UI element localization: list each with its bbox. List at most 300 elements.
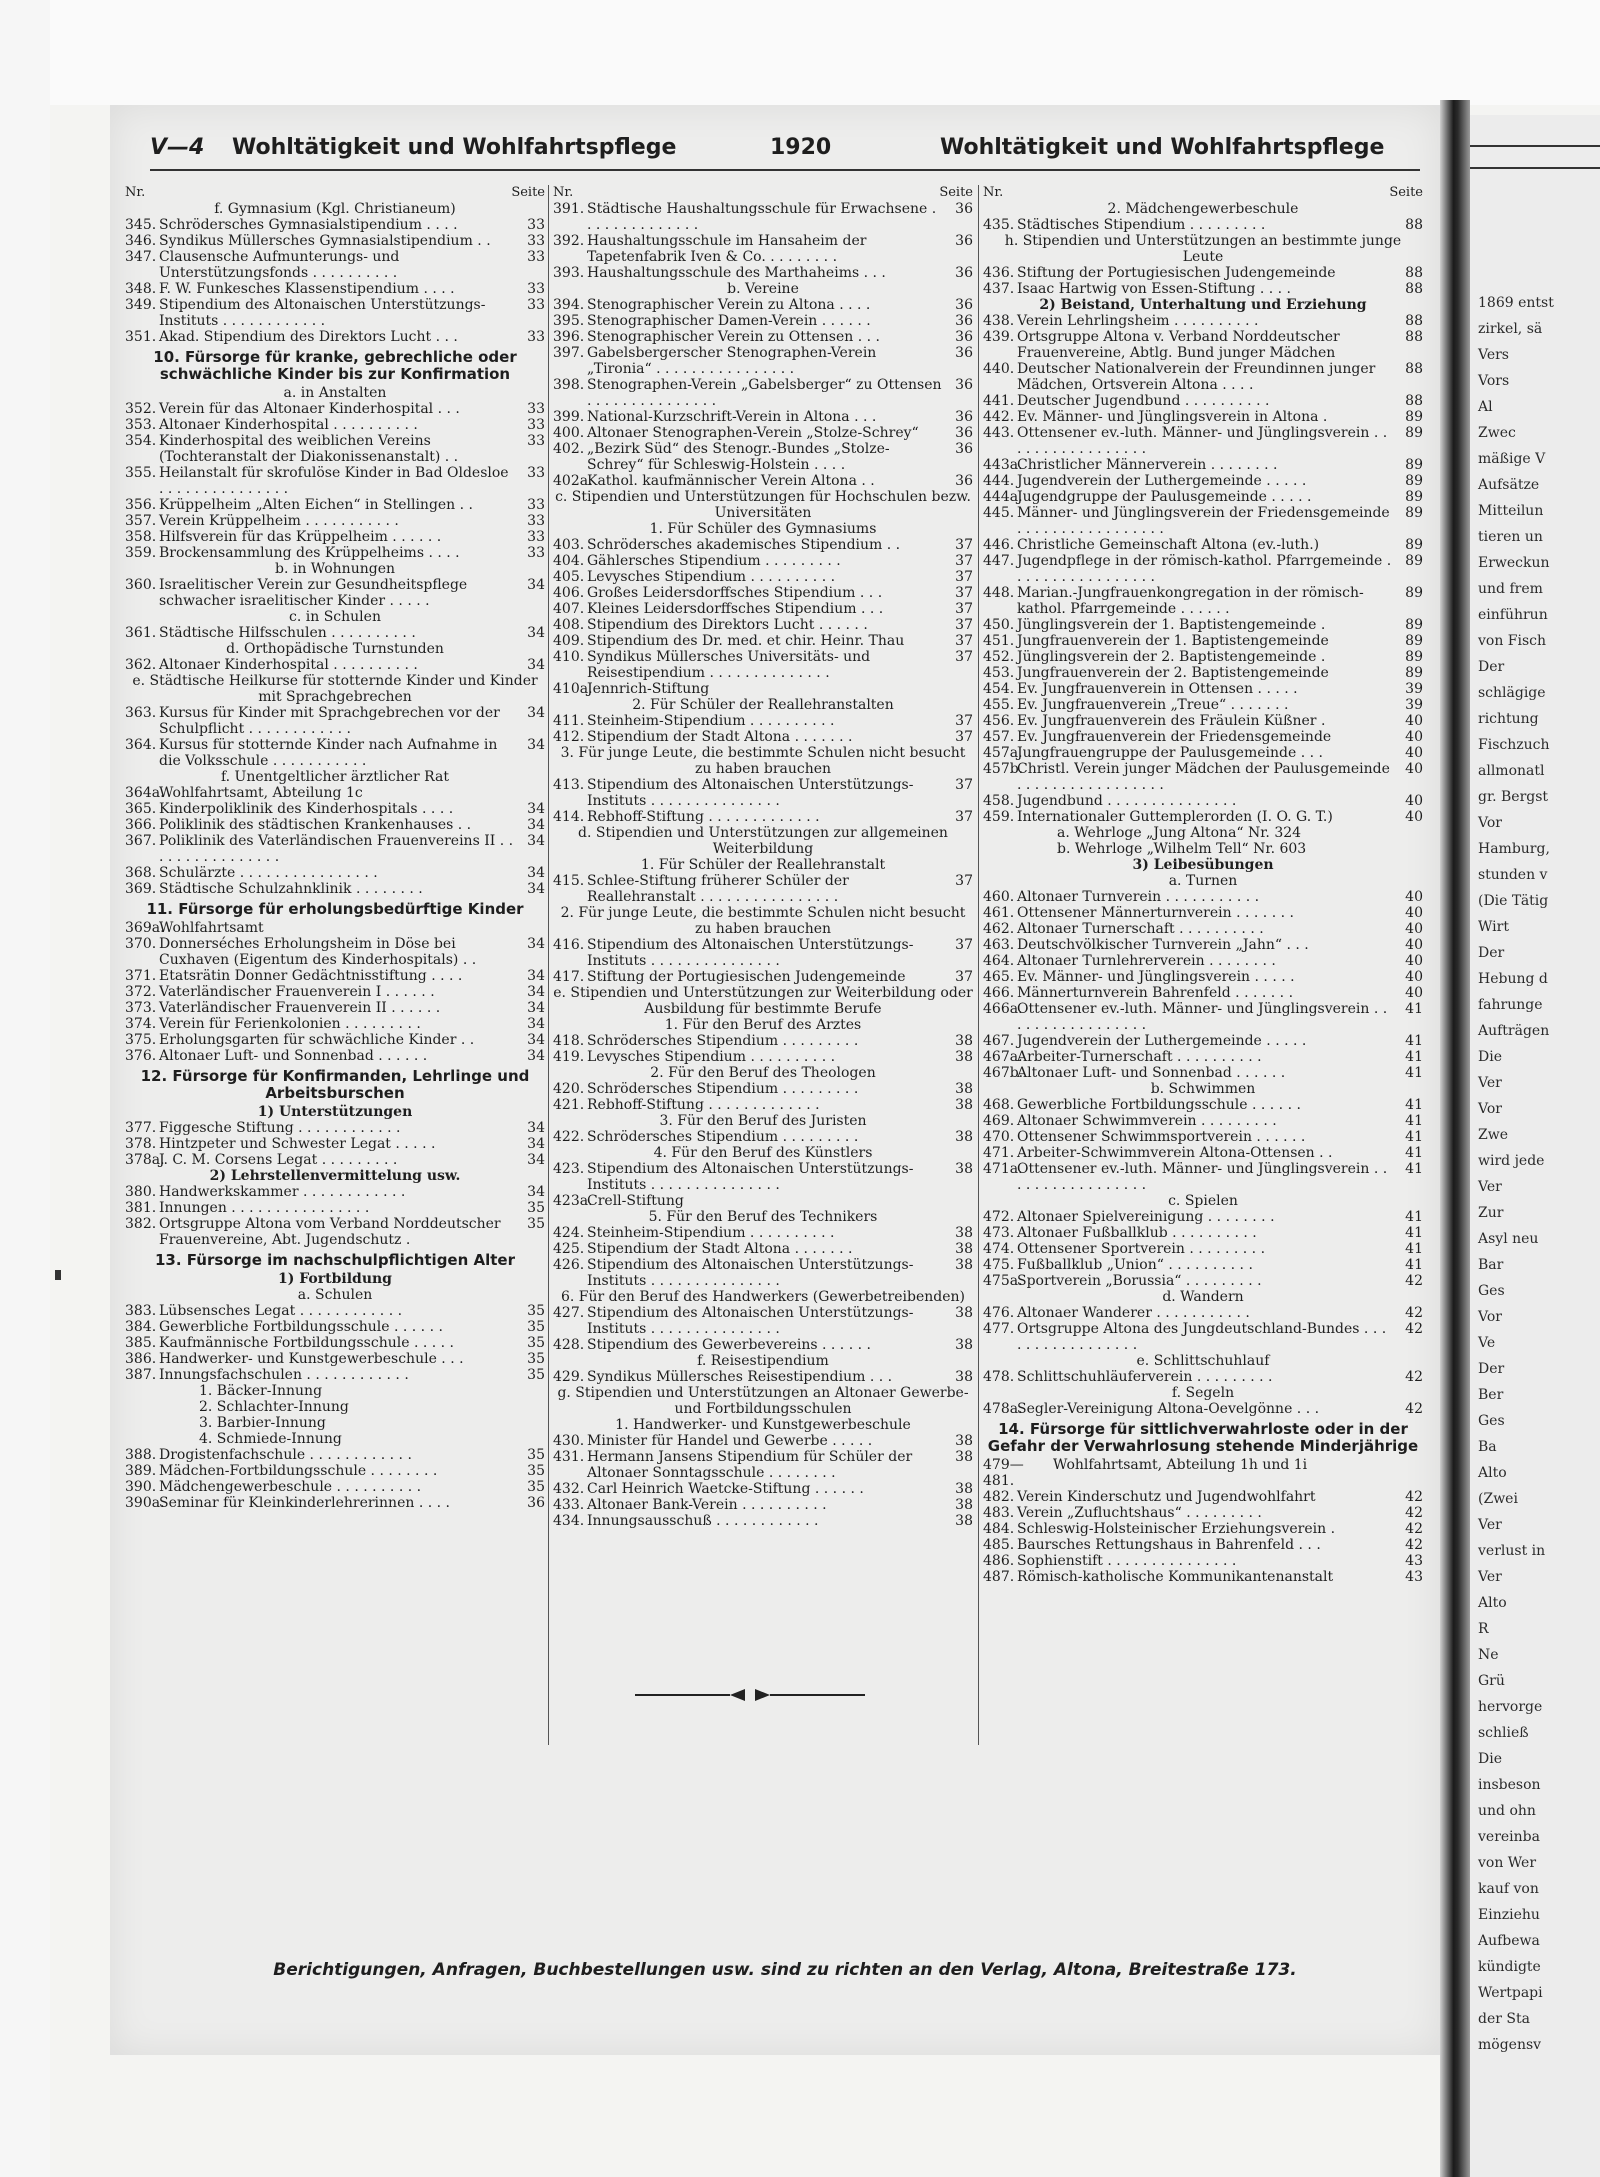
column-head: Nr. Seite [125, 185, 545, 200]
entry-number: 438. [983, 313, 1015, 329]
adjacent-page-text: Alto [1478, 1595, 1507, 1611]
index-entry [553, 1257, 973, 1289]
entry-title: Schleswig-Holsteinischer Erziehungsverein . [1017, 1521, 1336, 1537]
entry-title: Sophienstift . . . . . . . . . . . . . . . [1017, 1553, 1237, 1569]
entry-title: Altonaer Turnverein . . . . . . . . . . . [1017, 889, 1260, 905]
entry-page: 34 [527, 881, 545, 897]
adjacent-page-text: fahrunge [1478, 997, 1543, 1013]
index-entry [553, 1033, 973, 1049]
entry-number: 373. [125, 1000, 157, 1016]
entry-title: Altonaer Stenographen-Verein „Stolze-Schrey“ [587, 425, 919, 441]
entry-number: 370. [125, 936, 157, 952]
entry-number: 469. [983, 1113, 1015, 1129]
subsection-heading: 3. Für junge Leute, die bestimmte Schulen nicht besucht zu haben brauchen [560, 745, 966, 777]
adjacent-page-text: mögensv [1478, 2037, 1542, 2053]
entry-page: 33 [527, 281, 545, 297]
adjacent-page-text: Bar [1478, 1257, 1504, 1273]
entry-title: Christlicher Männerverein . . . . . . . . [1017, 457, 1278, 473]
entry-number: 388. [125, 1447, 157, 1463]
entry-title: Römisch-katholische Kommunikantenanstalt [1017, 1569, 1334, 1585]
subsection-heading: e. Schlittschuhlauf [1136, 1353, 1270, 1369]
index-entry [983, 1225, 1423, 1241]
entry-page: 40 [1405, 745, 1423, 761]
entry-title: Verein Kinderschutz und Jugendwohlfahrt [1017, 1489, 1316, 1505]
adjacent-page-text: Vor [1478, 815, 1502, 831]
entry-number: 445. [983, 505, 1015, 521]
index-entry [983, 697, 1423, 713]
index-entry [983, 953, 1423, 969]
scan-top-margin [0, 0, 1600, 105]
index-entry [553, 1481, 973, 1497]
entry-title: Stipendium des Altonaischen Unterstützungs-Instituts . . . . . . . . . . . . . . . [587, 777, 914, 809]
book-gutter [1440, 100, 1470, 2177]
index-entry [125, 433, 545, 465]
adjacent-page-text: Ver [1478, 1075, 1502, 1091]
entry-title: Ortsgruppe Altona des Jungdeutschland-Bundes . . . . . . . . . . . . . . . . . [1017, 1321, 1387, 1353]
entry-number: 414. [553, 809, 585, 825]
entry-page: 89 [1405, 505, 1423, 521]
entry-page: 33 [527, 297, 545, 313]
entry-title: Schrödersches Stipendium . . . . . . . . . [587, 1081, 859, 1097]
entry-number: 467a. [983, 1049, 1023, 1065]
entry-number: 457b. [983, 761, 1024, 777]
entry-title: National-Kurzschrift-Verein in Altona . . . [587, 409, 877, 425]
index-entry [553, 329, 973, 345]
entry-page: 36 [955, 425, 973, 441]
entry-page: 41 [1405, 1145, 1423, 1161]
entry-number: 376. [125, 1048, 157, 1064]
subsection-heading: f. Unentgeltlicher ärztlicher Rat [220, 769, 450, 785]
adjacent-page-text: von Fisch [1478, 633, 1547, 649]
index-entry [125, 833, 545, 865]
entry-page: 40 [1405, 809, 1423, 825]
entry-title: Kinderhospital des weiblichen Vereins (Tochteranstalt der Diakonissenanstalt) . . [159, 433, 459, 465]
index-entry [553, 633, 973, 649]
index-entry [983, 905, 1423, 921]
entry-title: Poliklinik des städtischen Krankenhauses . . [159, 817, 472, 833]
entry-number: 436. [983, 265, 1015, 281]
entry-title: Christl. Verein junger Mädchen der Paulusgemeinde . . . . . . . . . . . . . . . . . [1017, 761, 1390, 793]
entry-page: 42 [1405, 1305, 1423, 1321]
subsection-heading: g. Stipendien und Unterstützungen an Altonaer Gewerbe- und Fortbildungsschulen [557, 1385, 969, 1417]
entry-number: 371. [125, 968, 157, 984]
entry-page: 37 [955, 553, 973, 569]
entry-title: Ortsgruppe Altona vom Verband Norddeutscher Frauenvereine, Abt. Jugendschutz . [159, 1216, 501, 1248]
entry-number: 454. [983, 681, 1015, 697]
adjacent-page-text: verlust in [1478, 1543, 1546, 1559]
entry-title: Levysches Stipendium . . . . . . . . . . [587, 1049, 836, 1065]
entry-number: 375. [125, 1032, 157, 1048]
entry-number: 369. [125, 881, 157, 897]
entry-page: 38 [955, 1161, 973, 1177]
adjacent-page-text: hervorge [1478, 1699, 1543, 1715]
entry-title: Stipendium des Altonaischen Unterstützungs-Instituts . . . . . . . . . . . . . . . [587, 1305, 914, 1337]
entry-title: Stipendium des Dr. med. et chir. Heinr. Thau [587, 633, 905, 649]
entry-number: 425. [553, 1241, 585, 1257]
entry-page: 33 [527, 329, 545, 345]
index-entry [553, 1193, 973, 1209]
entry-number: 452. [983, 649, 1015, 665]
entry-number: 409. [553, 633, 585, 649]
entry-title: Ev. Jungfrauenverein in Ottensen . . . . . [1017, 681, 1298, 697]
index-entry [553, 1241, 973, 1257]
entry-number: 385. [125, 1335, 157, 1351]
entry-page: 33 [527, 233, 545, 249]
entry-number: 399. [553, 409, 585, 425]
index-entry [125, 497, 545, 513]
index-entry [553, 409, 973, 425]
index-entry [553, 1225, 973, 1241]
subsection-heading: d. Stipendien und Unterstützungen zur allgemeinen Weiterbildung [578, 825, 948, 857]
index-entry [125, 801, 545, 817]
entry-title: Schrödersches Stipendium . . . . . . . . . [587, 1129, 859, 1145]
entry-title: F. W. Funkesches Klassenstipendium . . . . [159, 281, 455, 297]
index-entry [983, 681, 1423, 697]
section-heading: 11. Fürsorge für erholungsbedürftige Kinder [146, 900, 524, 918]
entry-title: Kathol. kaufmännischer Verein Altona . . [587, 473, 875, 489]
entry-title: Ottensener ev.-luth. Männer- und Jünglingsverein . . . . . . . . . . . . . . . . . [1017, 1161, 1388, 1193]
subsection-heading: f. Segeln [1171, 1385, 1235, 1401]
section-heading: 13. Fürsorge im nachschulpflichtigen Alter [155, 1251, 515, 1269]
entry-title: Innungen . . . . . . . . . . . . . . . . [159, 1200, 370, 1216]
entry-title: Heilanstalt für skrofulöse Kinder in Bad Oldesloe . . . . . . . . . . . . . . . [159, 465, 509, 497]
index-entry [553, 425, 973, 441]
entry-page: 34 [527, 705, 545, 721]
entry-number: 424. [553, 1225, 585, 1241]
entry-number: 410. [553, 649, 585, 665]
entry-title: Altonaer Turnerschaft . . . . . . . . . . [1017, 921, 1264, 937]
entry-page: 88 [1405, 329, 1423, 345]
index-entry [983, 505, 1423, 537]
entry-title: Deutscher Jugendbund . . . . . . . . . . [1017, 393, 1270, 409]
entry-title: Internationaler Guttemplerorden (I. O. G. T.) [1017, 809, 1333, 825]
entry-page: 34 [527, 801, 545, 817]
index-entry [553, 313, 973, 329]
entry-number: 347. [125, 249, 157, 265]
adjacent-page-text: Ver [1478, 1179, 1502, 1195]
entry-number: 416. [553, 937, 585, 953]
entry-title: Kursus für Kinder mit Sprachgebrechen vor der Schulpflicht . . . . . . . . . . . . [159, 705, 500, 737]
entry-title: Arbeiter-Turnerschaft . . . . . . . . . . [1017, 1049, 1262, 1065]
entry-title: Großes Leidersdorffsches Stipendium . . . [587, 585, 883, 601]
entry-title: Jugendverein der Luthergemeinde . . . . . [1017, 1033, 1307, 1049]
subsection-heading: 4. Für den Beruf des Künstlers [653, 1145, 873, 1161]
index-entry [125, 1495, 545, 1511]
entry-number: 418. [553, 1033, 585, 1049]
entry-title: Ottensener Schwimmsportverein . . . . . . [1017, 1129, 1306, 1145]
entry-page: 34 [527, 1016, 545, 1032]
entry-page: 35 [527, 1351, 545, 1367]
entry-page: 88 [1405, 361, 1423, 377]
entry-page: 88 [1405, 265, 1423, 281]
adjacent-page-text: Hamburg, [1478, 841, 1550, 857]
entry-title: Syndikus Müllersches Universitäts- und Reisestipendium . . . . . . . . . . . . . . [587, 649, 871, 681]
entry-number: 444. [983, 473, 1015, 489]
index-entry [983, 937, 1423, 953]
subsection-heading: 2. Für junge Leute, die bestimmte Schulen nicht besucht zu haben brauchen [560, 905, 966, 937]
entry-number: 374. [125, 1016, 157, 1032]
entry-title: Jennrich-Stiftung [587, 681, 710, 697]
entry-title: Krüppelheim „Alten Eichen“ in Stellingen . . [159, 497, 474, 513]
entry-page: 36 [955, 377, 973, 393]
index-entry [125, 1120, 545, 1136]
index-entry [983, 1161, 1423, 1193]
index-entry [125, 1447, 545, 1463]
entry-number: 353. [125, 417, 157, 433]
entry-number: 404. [553, 553, 585, 569]
entry-page: 35 [527, 1216, 545, 1232]
entry-number: 356. [125, 497, 157, 513]
entry-number: 351. [125, 329, 157, 345]
adjacent-page-text: Grü [1478, 1673, 1505, 1689]
entry-title: Gählersches Stipendium . . . . . . . . . [587, 553, 841, 569]
adjacent-page-text: einführun [1478, 607, 1548, 623]
column-head: Nr. Seite [983, 185, 1423, 200]
entry-number: 402. [553, 441, 585, 457]
entry-title: Handwerker- und Kunstgewerbeschule . . . [159, 1351, 464, 1367]
entry-number: 435. [983, 217, 1015, 233]
entry-page: 34 [527, 1152, 545, 1168]
adjacent-page-text: Wertpapi [1478, 1985, 1543, 2001]
adjacent-page-text: tieren un [1478, 529, 1543, 545]
entry-page: 34 [527, 817, 545, 833]
subsection-heading: 2. Für den Beruf des Theologen [650, 1065, 876, 1081]
entry-number: 360. [125, 577, 157, 593]
entry-page: 40 [1405, 905, 1423, 921]
entry-number: 430. [553, 1433, 585, 1449]
index-entry [553, 1513, 973, 1529]
adjacent-page-text: Ber [1478, 1387, 1504, 1403]
entry-page: 88 [1405, 393, 1423, 409]
entry-page: 41 [1405, 1001, 1423, 1017]
index-entry [125, 217, 545, 233]
entry-title: Städtische Haushaltungsschule für Erwachsene . . . . . . . . . . . . . . [587, 201, 937, 233]
entry-page: 38 [955, 1449, 973, 1465]
entry-number: 479—481. [983, 1457, 1024, 1489]
subsection-heading: d. Wandern [1162, 1289, 1244, 1305]
entry-page: 34 [527, 1000, 545, 1016]
index-entry [553, 1337, 973, 1353]
index-entry [125, 1200, 545, 1216]
entry-page: 43 [1405, 1569, 1423, 1585]
index-entry [983, 841, 1423, 857]
entry-title: Steinheim-Stipendium . . . . . . . . . . [587, 713, 835, 729]
entry-number: 470. [983, 1129, 1015, 1145]
entry-title: J. C. M. Corsens Legat . . . . . . . . . [159, 1152, 398, 1168]
page-mark [55, 1270, 61, 1280]
adjacent-page-text: mäßige V [1478, 451, 1546, 467]
entry-page: 38 [955, 1033, 973, 1049]
entry-page: 42 [1405, 1273, 1423, 1289]
index-entry [125, 1184, 545, 1200]
entry-page: 37 [955, 937, 973, 953]
entry-page: 39 [1405, 697, 1423, 713]
entry-title: Wohlfahrtsamt, Abteilung 1h und 1i [1053, 1457, 1308, 1473]
entry-page: 42 [1405, 1321, 1423, 1337]
entry-page: 37 [955, 729, 973, 745]
entry-page: 89 [1405, 409, 1423, 425]
entry-number: 412. [553, 729, 585, 745]
adjacent-page-text: Asyl neu [1478, 1231, 1539, 1247]
entry-number: 378. [125, 1136, 157, 1152]
subsection-heading: 6. Für den Beruf des Handwerkers (Gewerbetreibenden) [561, 1289, 965, 1305]
entry-number: 413. [553, 777, 585, 793]
entry-number: 398. [553, 377, 585, 393]
entry-title: Gewerbliche Fortbildungsschule . . . . . . [1017, 1097, 1301, 1113]
section-heading: 14. Fürsorge für sittlichverwahrloste oder in der Gefahr der Verwahrlosung stehende Minderjährige [987, 1420, 1419, 1455]
subsection-heading: a. Turnen [1168, 873, 1238, 889]
entry-number: 368. [125, 865, 157, 881]
index-entry [553, 937, 973, 969]
entry-number: 467b. [983, 1065, 1024, 1081]
entry-number: 486. [983, 1553, 1015, 1569]
adjacent-page-text: Ges [1478, 1283, 1505, 1299]
index-entry [983, 1129, 1423, 1145]
entry-page: 88 [1405, 281, 1423, 297]
adjacent-page-text: Ver [1478, 1569, 1502, 1585]
entry-page: 41 [1405, 1049, 1423, 1065]
entry-title: Verein für das Altonaer Kinderhospital . . . [159, 401, 460, 417]
adjacent-page-text: Vors [1478, 373, 1510, 389]
publisher-note: Berichtigungen, Anfragen, Buchbestellungen usw. sind zu richten an den Verlag, Altona, Breitestraße 173. [273, 1960, 1297, 1980]
page-header [150, 135, 1420, 169]
entry-page: 36 [955, 329, 973, 345]
index-entry [983, 889, 1423, 905]
entry-title: Stenographischer Verein zu Ottensen . . . [587, 329, 880, 345]
index-entry [983, 1553, 1423, 1569]
index-entry [553, 585, 973, 601]
entry-number: 423. [553, 1161, 585, 1177]
entry-title: Mädchengewerbeschule . . . . . . . . . . [159, 1479, 422, 1495]
index-entry [125, 984, 545, 1000]
entry-title: b. Wehrloge „Wilhelm Tell“ Nr. 603 [1057, 841, 1307, 857]
entry-title: Marian.-Jungfrauenkongregation in der römisch-kathol. Pfarrgemeinde . . . . . . [1017, 585, 1364, 617]
index-entry [983, 457, 1423, 473]
index-entry [125, 513, 545, 529]
entry-page: 34 [527, 1048, 545, 1064]
entry-number: 483. [983, 1505, 1015, 1521]
entry-title: Levysches Stipendium . . . . . . . . . . [587, 569, 836, 585]
index-entry [983, 1537, 1423, 1553]
subsection-heading: 2. Mädchengewerbeschule [1107, 201, 1299, 217]
entry-title: Ev. Männer- und Jünglingsverein . . . . . [1017, 969, 1295, 985]
entry-page: 36 [955, 313, 973, 329]
entry-number: 405. [553, 569, 585, 585]
entry-title: Jungfrauenverein der 1. Baptistengemeinde [1017, 633, 1329, 649]
entry-number: 394. [553, 297, 585, 313]
adjacent-page-rule [1470, 145, 1600, 147]
index-entry [125, 1319, 545, 1335]
entry-title: Jugendbund . . . . . . . . . . . . . . . [1017, 793, 1237, 809]
entry-number: 446. [983, 537, 1015, 553]
index-entry [983, 473, 1423, 489]
document-page [110, 105, 1440, 2055]
entry-page: 40 [1405, 729, 1423, 745]
entry-title: Altonaer Luft- und Sonnenbad . . . . . . [1017, 1065, 1286, 1081]
entry-page: 42 [1405, 1489, 1423, 1505]
entry-title: Christliche Gemeinschaft Altona (ev.-luth.) [1017, 537, 1320, 553]
column-head: Nr. Seite [553, 185, 973, 200]
entry-number: 467. [983, 1033, 1015, 1049]
entry-title: Isaac Hartwig von Essen-Stiftung . . . . [1017, 281, 1291, 297]
entry-title: Vaterländischer Frauenverein I . . . . . . [159, 984, 435, 1000]
entry-number: 475a. [983, 1273, 1023, 1289]
entry-page: 42 [1405, 1401, 1423, 1417]
index-entry [983, 281, 1423, 297]
entry-number: 431. [553, 1449, 585, 1465]
subsection-heading: 3. Für den Beruf des Juristen [659, 1113, 867, 1129]
index-entry [125, 657, 545, 673]
index-entry [983, 1097, 1423, 1113]
entry-page: 37 [955, 633, 973, 649]
index-entry [125, 233, 545, 249]
entry-number: 357. [125, 513, 157, 529]
index-entry [553, 1097, 973, 1113]
index-entry [125, 1431, 545, 1447]
entry-page: 33 [527, 465, 545, 481]
adjacent-page-text: (Zwei [1478, 1491, 1518, 1507]
entry-number: 367. [125, 833, 157, 849]
scan-left-margin [0, 0, 50, 2177]
entry-page: 36 [955, 473, 973, 489]
entry-title: Deutscher Nationalverein der Freundinnen junger Mädchen, Ortsverein Altona . . . . [1017, 361, 1376, 393]
entry-title: Stenographischer Verein zu Altona . . . . [587, 297, 871, 313]
entry-number: 484. [983, 1521, 1015, 1537]
entry-title: Hilfsverein für das Krüppelheim . . . . . . [159, 529, 442, 545]
entry-title: Altonaer Wanderer . . . . . . . . . . . [1017, 1305, 1250, 1321]
adjacent-page-text: Der [1478, 659, 1505, 675]
index-entry [983, 1113, 1423, 1129]
index-entry [983, 1209, 1423, 1225]
subsection-heading: b. in Wohnungen [274, 561, 395, 577]
adjacent-page-text: Al [1478, 399, 1493, 415]
index-entry [983, 665, 1423, 681]
entry-title: Drogistenfachschule . . . . . . . . . . . . [159, 1447, 412, 1463]
entry-page: 37 [955, 713, 973, 729]
entry-number: 427. [553, 1305, 585, 1321]
entry-page: 42 [1405, 1505, 1423, 1521]
entry-number: 390a. [125, 1495, 165, 1511]
entry-page: 38 [955, 1513, 973, 1529]
entry-title: Altonaer Spielvereinigung . . . . . . . . [1017, 1209, 1275, 1225]
entry-page: 41 [1405, 1257, 1423, 1273]
entry-page: 38 [955, 1305, 973, 1321]
entry-number: 408. [553, 617, 585, 633]
index-entry [983, 393, 1423, 409]
entry-page: 34 [527, 833, 545, 849]
entry-title: Kinderpoliklinik des Kinderhospitals . . . . [159, 801, 454, 817]
entry-number: 387. [125, 1367, 157, 1383]
entry-number: 369a. [125, 920, 165, 936]
entry-title: a. Wehrloge „Jung Altona“ Nr. 324 [1057, 825, 1302, 841]
entry-page: 41 [1405, 1209, 1423, 1225]
entry-title: Poliklinik des Vaterländischen Frauenvereins II . . . . . . . . . . . . . . . . [159, 833, 514, 865]
entry-title: Verein Lehrlingsheim . . . . . . . . . . [1017, 313, 1259, 329]
entry-number: 381. [125, 1200, 157, 1216]
entry-number: 372. [125, 984, 157, 1000]
index-entry [983, 361, 1423, 393]
entry-number: 364a. [125, 785, 165, 801]
index-entry [125, 329, 545, 345]
subsection-heading: f. Reisestipendium [697, 1353, 829, 1369]
entry-title: Carl Heinrich Waetcke-Stiftung . . . . . . [587, 1481, 864, 1497]
entry-number: 397. [553, 345, 585, 361]
entry-number: 366. [125, 817, 157, 833]
entry-page: 40 [1405, 921, 1423, 937]
entry-title: Schrödersches Gymnasialstipendium . . . . [159, 217, 458, 233]
entry-number: 455. [983, 697, 1015, 713]
index-entry [553, 601, 973, 617]
